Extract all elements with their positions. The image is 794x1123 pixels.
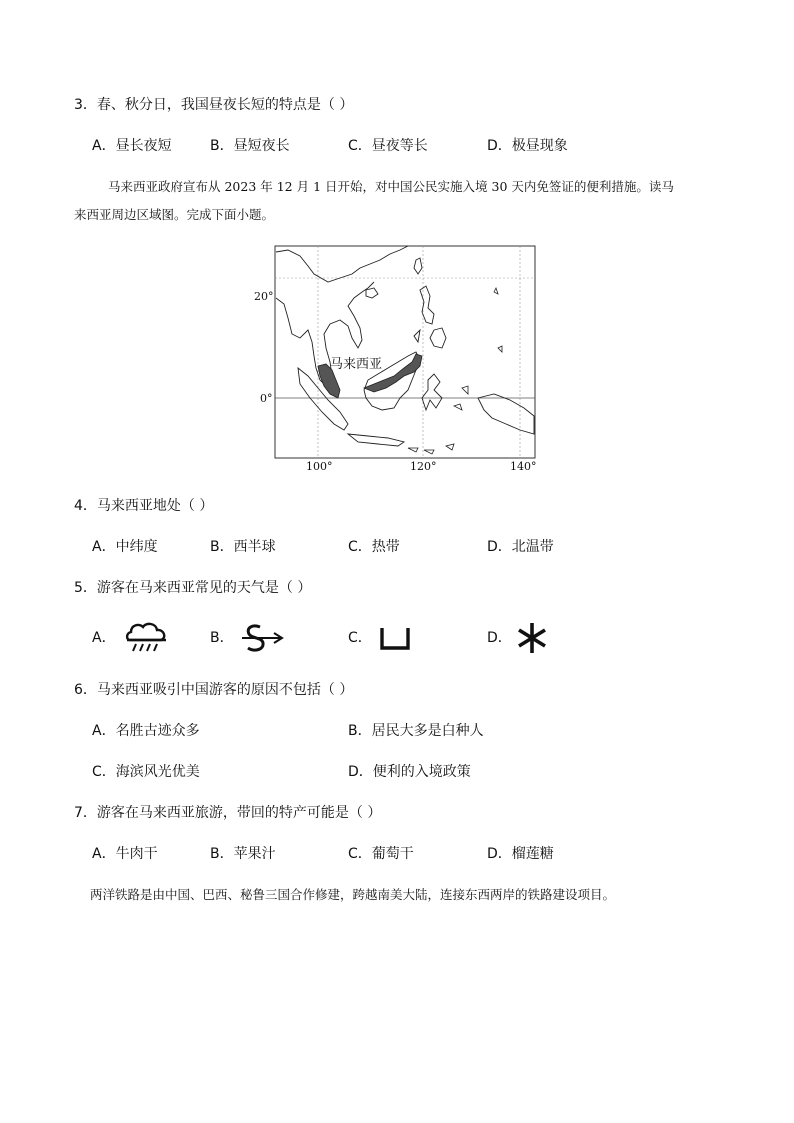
lon-label-120: 120° <box>410 460 437 473</box>
wind-icon <box>378 624 412 652</box>
q5-option-a[interactable]: A． <box>92 630 116 646</box>
q6-option-b[interactable]: B．居民大多是白种人 <box>348 723 484 739</box>
q5-option-c[interactable]: C． <box>348 630 372 646</box>
q5-option-d[interactable]: D． <box>487 630 512 646</box>
q3-option-b[interactable]: B．昼短夜长 <box>210 138 290 154</box>
question-4-stem: 4．马来西亚地处（ ） <box>74 498 214 514</box>
sandstorm-icon <box>238 622 286 654</box>
q7-option-d[interactable]: D．榴莲糖 <box>487 846 554 862</box>
q7-option-b[interactable]: B．苹果汁 <box>210 846 276 862</box>
lat-label-20: 20° <box>254 290 274 303</box>
intro-passage-2: 两洋铁路是由中国、巴西、秘鲁三国合作修建，跨越南美大陆，连接东西两岸的铁路建设项目。 <box>90 887 616 902</box>
rain-cloud-icon <box>124 620 170 654</box>
lat-label-0: 0° <box>260 392 273 405</box>
q3-option-a[interactable]: A．昼长夜短 <box>92 138 172 154</box>
q6-option-d[interactable]: D．便利的入境政策 <box>348 764 471 780</box>
intro-passage-line1: 马来西亚政府宣布从 2023 年 12 月 1 日开始，对中国公民实施入境 30 天内免签证的便利措施。读马 <box>108 179 674 194</box>
intro-passage-line2: 来西亚周边区域图。完成下面小题。 <box>74 207 275 222</box>
q7-option-a[interactable]: A．牛肉干 <box>92 846 158 862</box>
q3-option-c[interactable]: C．昼夜等长 <box>348 138 428 154</box>
question-3-stem: 3．春、秋分日，我国昼夜长短的特点是（ ） <box>74 97 354 113</box>
q6-option-c[interactable]: C．海滨风光优美 <box>92 764 200 780</box>
q4-option-c[interactable]: C．热带 <box>348 539 400 555</box>
q3-option-d[interactable]: D．极昼现象 <box>487 138 568 154</box>
q4-option-d[interactable]: D．北温带 <box>487 539 554 555</box>
lon-label-140: 140° <box>510 460 537 473</box>
question-6-stem: 6．马来西亚吸引中国游客的原因不包括（ ） <box>74 682 354 698</box>
map-country-label: 马来西亚 <box>330 357 383 372</box>
q7-option-c[interactable]: C．葡萄干 <box>348 846 414 862</box>
q5-option-b[interactable]: B． <box>210 630 234 646</box>
q4-option-a[interactable]: A．中纬度 <box>92 539 158 555</box>
question-5-stem: 5．游客在马来西亚常见的天气是（ ） <box>74 580 312 596</box>
lon-label-100: 100° <box>306 460 333 473</box>
snow-icon <box>514 620 550 656</box>
q6-option-a[interactable]: A．名胜古迹众多 <box>92 723 200 739</box>
q4-option-b[interactable]: B．西半球 <box>210 539 276 555</box>
question-7-stem: 7．游客在马来西亚旅游，带回的特产可能是（ ） <box>74 805 382 821</box>
malaysia-region-map <box>248 238 548 474</box>
